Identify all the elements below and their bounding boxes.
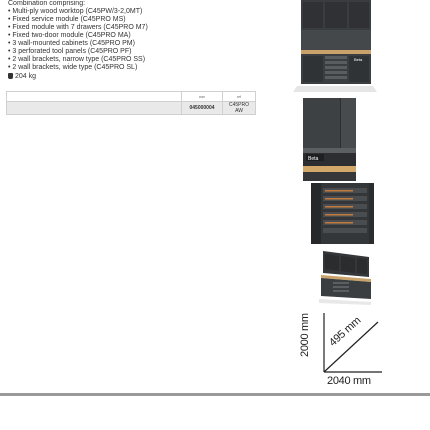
- description-block: [8, 0, 148, 72]
- product-photo-perspective: [317, 247, 373, 306]
- component-list: [8, 8, 148, 72]
- product-photo-main: [293, 0, 377, 94]
- footer-divider: [0, 393, 430, 396]
- list-item: • Fixed two-door module (C45PRO MA): [8, 32, 131, 39]
- table-header-row: [7, 92, 256, 102]
- list-item: • Multi-ply wood worktop (C45PW/3-2,0MT): [8, 8, 143, 15]
- table-header-ref: ref: [223, 92, 256, 102]
- dimension-width: 2040 mm: [327, 375, 371, 387]
- table-cell-ref: C45PRO AW: [223, 102, 256, 115]
- table-row: [7, 102, 256, 115]
- weight-label: [8, 73, 36, 81]
- product-photo-drawers: [311, 183, 374, 244]
- list-item: • 3 wall-mounted cabinets (C45PRO PM): [8, 40, 135, 47]
- dimension-depth: 495 mm: [327, 314, 364, 349]
- dimension-diagram: [308, 308, 384, 378]
- table-cell-blank: [7, 102, 182, 115]
- spec-table: [6, 91, 256, 115]
- list-item: • 2 wall brackets, narrow type (C45PRO SS): [8, 56, 146, 63]
- dimension-height: 2000 mm: [299, 313, 311, 357]
- weight-icon: [8, 73, 13, 79]
- photo-brand-label: Beta: [308, 156, 319, 162]
- weight-value: 204 kg: [15, 73, 37, 80]
- description-heading: Combination comprising:: [8, 0, 86, 7]
- table-header-blank: [7, 92, 182, 102]
- photo-brand-label: Beta: [354, 57, 363, 62]
- list-item: • Fixed module with 7 drawers (C45PRO M7): [8, 24, 148, 31]
- list-item: • Fixed service module (C45PRO MS): [8, 16, 126, 23]
- product-photo-detail: [303, 98, 356, 181]
- table-header-ean: ean: [182, 92, 223, 102]
- list-item: • 3 perforated tool panels (C45PRO PF): [8, 48, 132, 55]
- table-cell-ean: 045000004: [182, 102, 223, 115]
- list-item: • 2 wall brackets, wide type (C45PRO SL): [8, 64, 138, 71]
